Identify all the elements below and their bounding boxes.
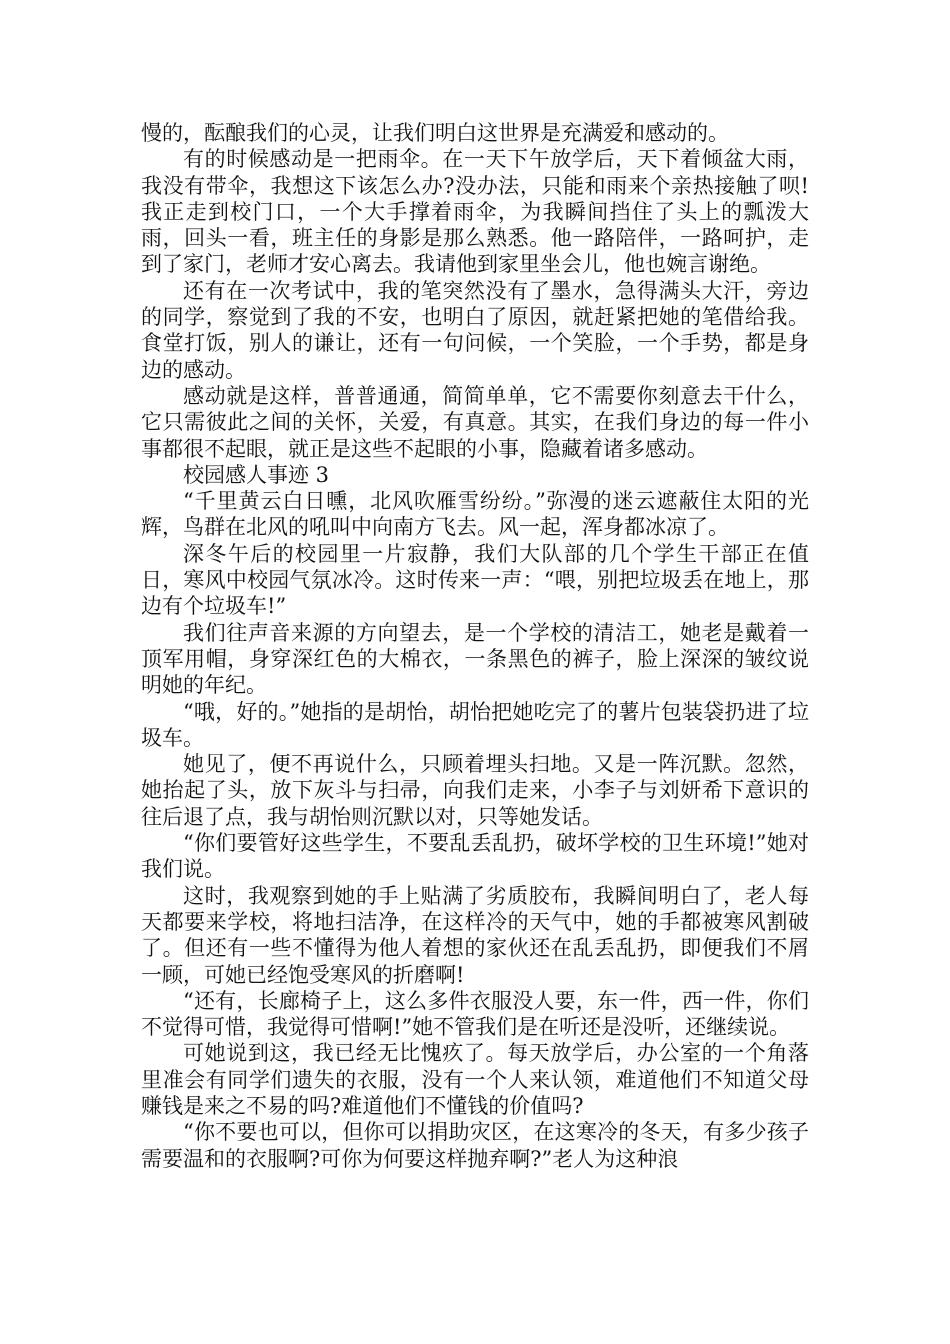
paragraph-clothes: “还有，长廊椅子上，这么多件衣服没人要，东一件，西一件，你们不觉得可惜，我觉得可惜啊!”她不管我们是在听还是没听，还继续说。: [141, 988, 809, 1040]
paragraph-donate: “你不要也可以，但你可以捐助灾区，在这寒冷的冬天，有多少孩子需要温和的衣服啊?可你为何要这样抛弃啊?”老人为这种浪: [141, 1120, 809, 1171]
paragraph-warning: “你们要管好这些学生，不要乱丢乱扔，破坏学校的卫生环境!”她对我们说。: [141, 831, 809, 882]
paragraph-umbrella: 有的时候感动是一把雨伞。在一天下午放学后，天下着倾盆大雨，我没有带伞，我想这下该怎么办?没办法，只能和雨来个亲热接触了呗!我正走到校门口，一个大手撑着雨伞，为我瞬间挡住了头上的瓢泼大雨，回头一看，班主任的身影是那么熟悉。他一路陪伴，一路呵护，走到了家门，老师才安心离去。我请他到家里坐会儿，他也婉言谢绝。: [141, 147, 809, 277]
paragraph-huyi: “哦，好的。”她指的是胡怡，胡怡把她吃完了的薯片包装袋扔进了垃圾车。: [141, 699, 809, 750]
paragraph-conclusion: 感动就是这样，普普通通，简简单单，它不需要你刻意去干什么，它只需彼此之间的关怀，关爱，有真意。其实，在我们身边的每一件小事都很不起眼，就正是这些不起眼的小事，隐藏着诸多感动。: [141, 383, 809, 461]
document-page: [141, 120, 809, 1172]
paragraph-poem: “千里黄云白日曛，北风吹雁雪纷纷。”弥漫的迷云遮蔽住太阳的光辉，鸟群在北风的吼叫中向南方飞去。风一起，浑身都冰凉了。: [141, 489, 809, 540]
paragraph-guilt: 可她说到这，我已经无比愧疚了。每天放学后，办公室的一个角落里准会有同学们遗失的衣服，没有一个人来认领，难道他们不知道父母赚钱是来之不易的吗?难道他们不懂钱的价值吗?: [141, 1041, 809, 1118]
section-title: 校园感人事迹 3: [183, 462, 330, 487]
paragraph-hands: 这时，我观察到她的手上贴满了劣质胶布，我瞬间明白了，老人每天都要来学校，将地扫洁净，在这样冷的天气中，她的手都被寒风割破了。但还有一些不懂得为他人着想的家伙还在乱丢乱扔，即便我们不屑一顾，可她已经饱受寒风的折磨啊!: [141, 883, 809, 987]
paragraph-winter-campus: 深冬午后的校园里一片寂静，我们大队部的几个学生干部正在值日，寒风中校园气氛冰冷。这时传来一声：“喂，别把垃圾丢在地上，那边有个垃圾车!”: [141, 541, 809, 619]
paragraph-continuation: 慢的，酝酿我们的心灵，让我们明白这世界是充满爱和感动的。: [141, 121, 729, 145]
paragraph-exam-pen: 还有在一次考试中，我的笔突然没有了墨水，急得满头大汗，旁边的同学，察觉到了我的不安，也明白了原因，就赶紧把她的笔借给我。食堂打饭，别人的谦让，还有一句问候，一个笑脸，一个手势，都是身边的感动。: [141, 278, 809, 382]
paragraph-silence: 她见了，便不再说什么，只顾着埋头扫地。又是一阵沉默。忽然，她抬起了头，放下灰斗与扫帚，向我们走来，小李子与刘妍希下意识的往后退了点，我与胡怡则沉默以对，只等她发话。: [141, 752, 809, 829]
paragraph-cleaner: 我们往声音来源的方向望去，是一个学校的清洁工，她老是戴着一顶军用帽，身穿深红色的大棉衣，一条黑色的裤子，脸上深深的皱纹说明她的年纪。: [141, 620, 809, 698]
